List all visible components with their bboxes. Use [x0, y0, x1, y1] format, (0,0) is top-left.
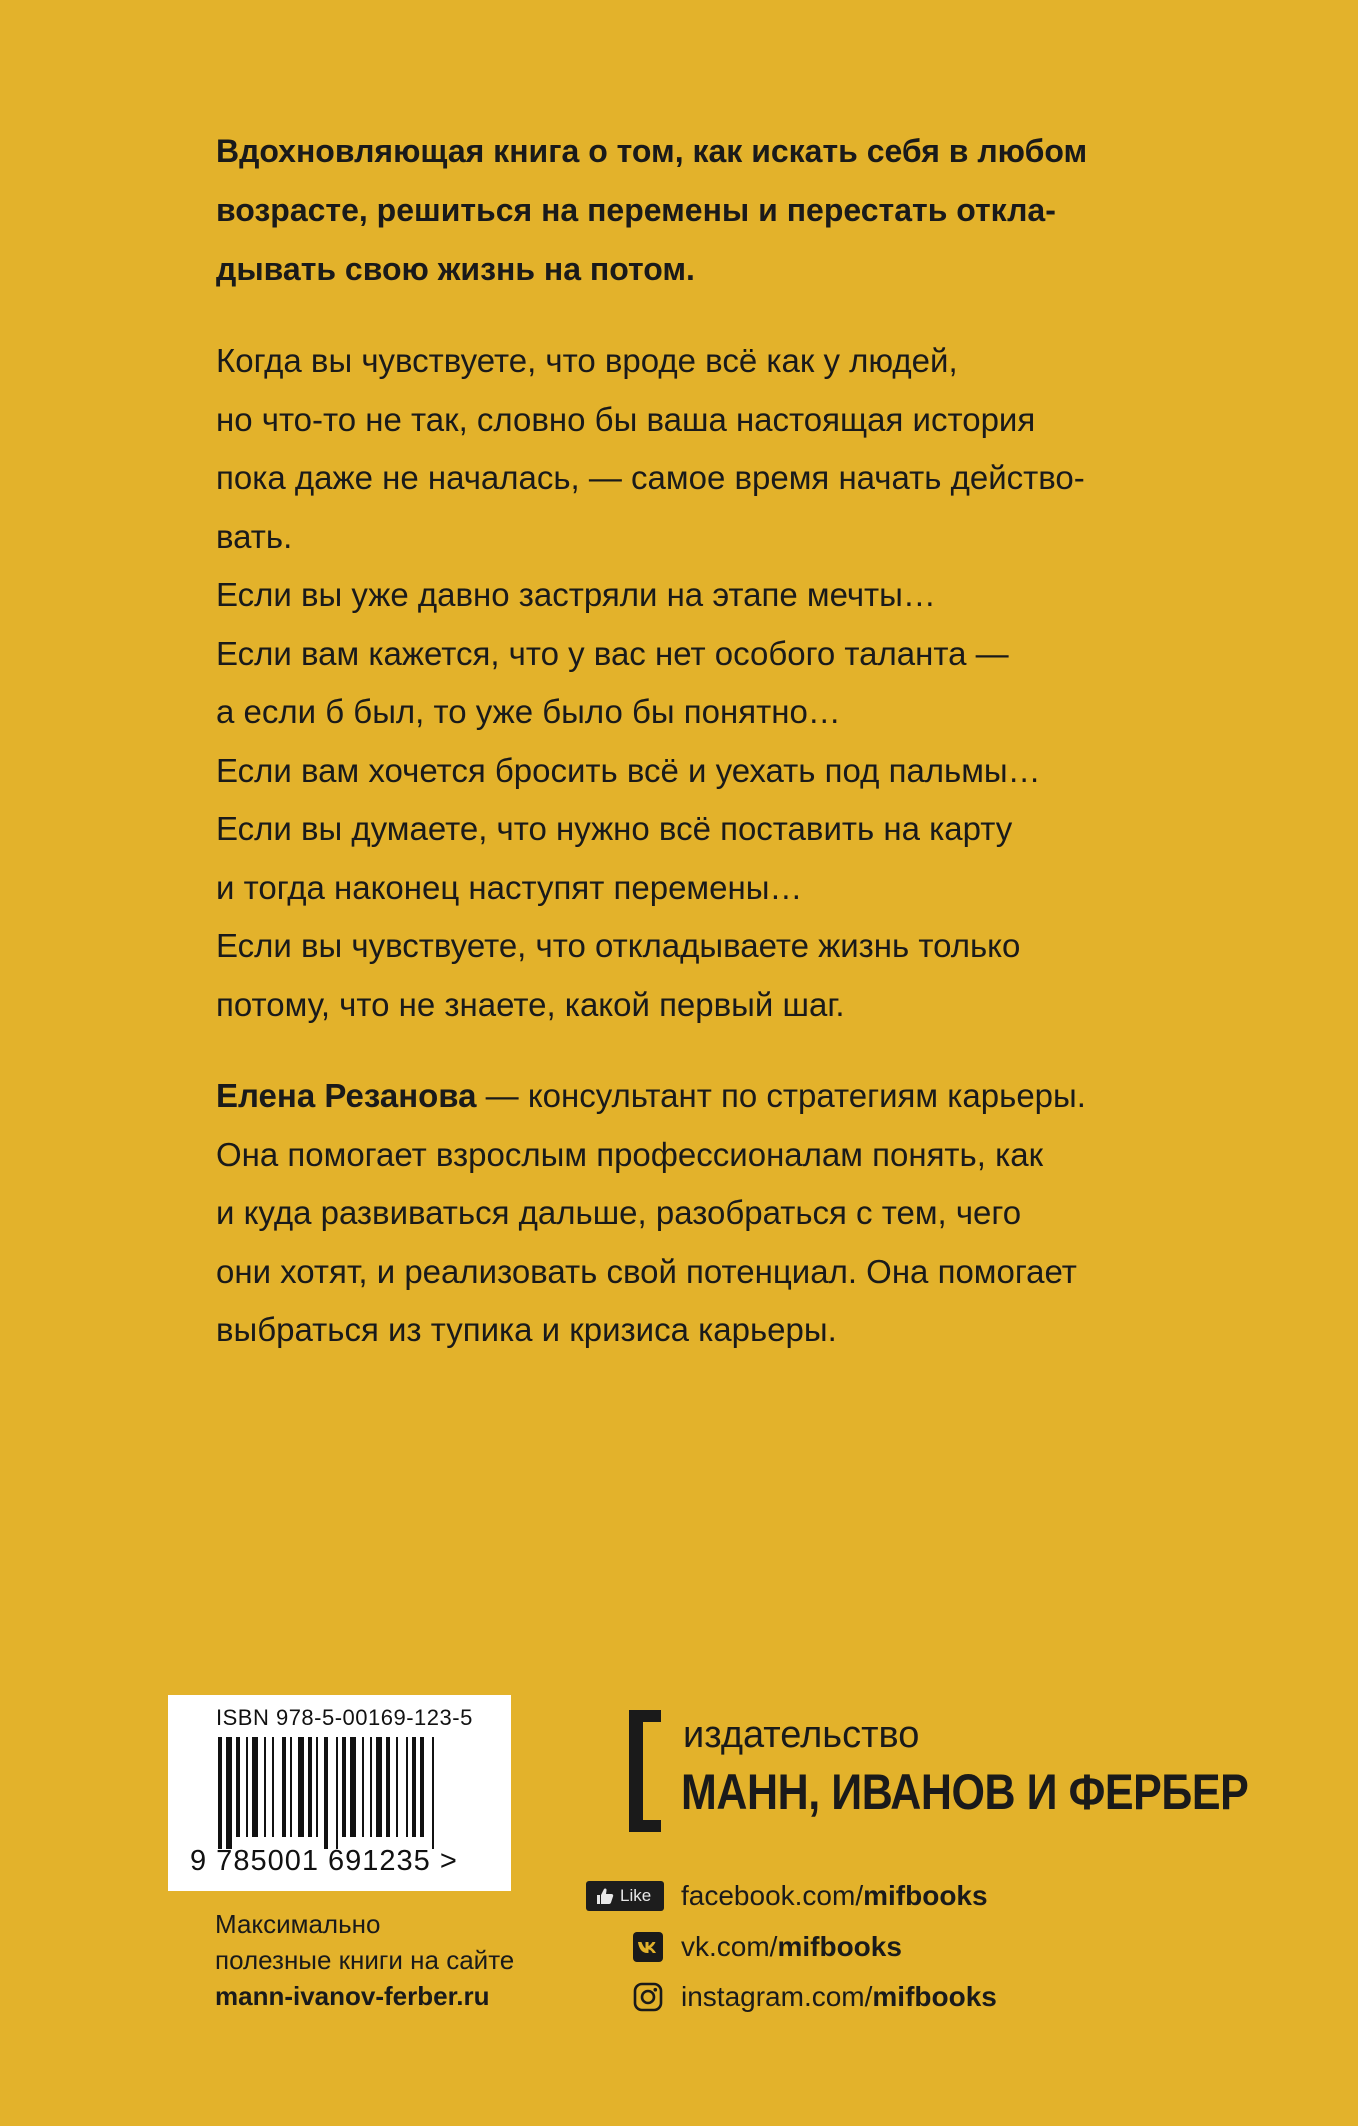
description-line: и тогда наконец наступят перемены… [216, 868, 803, 906]
like-badge-label: Like [620, 1886, 652, 1905]
description-line: Если вам хочется бросить всё и уехать под пальмы… [216, 751, 1041, 789]
barcode-bar [386, 1737, 390, 1837]
barcode-bar [412, 1737, 416, 1837]
barcode-bar [336, 1737, 338, 1849]
author-line: выбраться из тупика и кризиса карьеры. [216, 1311, 837, 1348]
description-line: но что-то не так, словно бы ваша настоящая история [216, 400, 1036, 438]
publisher-bracket-icon [629, 1710, 661, 1832]
barcode-bar [316, 1737, 318, 1837]
author-line: они хотят, и реализовать свой потенциал. Она помогает [216, 1252, 1077, 1290]
barcode-bar [420, 1737, 424, 1837]
barcode-bar [226, 1737, 232, 1849]
barcode-digits: 9 785001 691235 > [190, 1845, 458, 1877]
instagram-handle: mifbooks [872, 1981, 997, 2012]
barcode-bar [362, 1737, 364, 1837]
barcode-bar [290, 1737, 292, 1837]
description-line: а если б был, то уже было бы понятно… [216, 693, 841, 730]
barcode-bar [272, 1737, 274, 1837]
barcode-bar [406, 1737, 408, 1837]
vk-url[interactable] [681, 1927, 902, 1967]
description-line: Когда вы чувствуете, что вроде всё как у людей, [216, 342, 958, 379]
lead-paragraph [216, 122, 1216, 299]
vk-icon [633, 1932, 663, 1962]
barcode-bar [432, 1737, 434, 1849]
facebook-handle: mifbooks [863, 1880, 988, 1911]
description-paragraph [216, 332, 1216, 1034]
author-role: — консультант по стратегиям карьеры. [476, 1077, 1086, 1114]
barcode-bar [236, 1737, 240, 1837]
barcode-bar [342, 1737, 346, 1837]
publisher-label: издательство [683, 1714, 920, 1756]
instagram-icon [633, 1982, 663, 2012]
author-paragraph [216, 1067, 1216, 1360]
facebook-prefix: facebook.com/ [681, 1880, 864, 1911]
barcode-bar [308, 1737, 312, 1837]
author-line [216, 1067, 1216, 1126]
barcode-bar [264, 1737, 266, 1837]
isbn-label: ISBN 978-5-00169-123-5 [216, 1705, 473, 1730]
site-note-line: полезные книги на сайте [215, 1945, 515, 1975]
isbn-barcode [168, 1695, 511, 1891]
site-note [215, 1906, 514, 2014]
barcode-bar [218, 1737, 222, 1849]
instagram-prefix: instagram.com/ [681, 1981, 873, 2012]
barcode-bar [298, 1737, 304, 1837]
description-line: Если вам кажется, что у вас нет особого таланта — [216, 634, 1009, 672]
site-note-line: Максимально [215, 1909, 381, 1939]
lead-line: дывать свою жизнь на потом. [216, 251, 695, 287]
vk-prefix: vk.com/ [681, 1931, 778, 1962]
publisher-name: МАНН, ИВАНОВ И ФЕРБЕР [681, 1764, 1249, 1820]
barcode-bar [396, 1737, 398, 1837]
author-line: и куда развиваться дальше, разобраться с тем, чего [216, 1194, 1022, 1231]
author-name: Елена Резанова [216, 1077, 477, 1114]
lead-line: Вдохновляющая книга о том, как искать себя в любом [216, 133, 1088, 169]
description-line: потому, что не знаете, какой первый шаг. [216, 985, 845, 1023]
barcode-bar [370, 1737, 372, 1837]
barcode-bar [282, 1737, 286, 1837]
barcode-bar [324, 1737, 328, 1849]
description-line: Если вы уже давно застряли на этапе мечты… [216, 576, 936, 613]
description-line: вать. [216, 517, 293, 555]
facebook-url[interactable] [681, 1876, 988, 1916]
facebook-like-icon [586, 1881, 664, 1911]
barcode-bar [376, 1737, 382, 1837]
barcode-bar [350, 1737, 356, 1837]
description-line: пока даже не началась, — самое время начать действо- [216, 459, 1085, 496]
barcode-bar [246, 1737, 248, 1837]
instagram-url[interactable] [681, 1977, 997, 2017]
author-line: Она помогает взрослым профессионалам понять, как [216, 1135, 1044, 1173]
site-url-link[interactable]: mann-ivanov-ferber.ru [215, 1981, 490, 2011]
barcode-bar [252, 1737, 258, 1837]
lead-line: возрасте, решиться на перемены и перестать откла- [216, 192, 1056, 228]
description-line: Если вы чувствуете, что откладываете жизнь только [216, 927, 1021, 964]
vk-handle: mifbooks [777, 1931, 902, 1962]
description-line: Если вы думаете, что нужно всё поставить на карту [216, 810, 1013, 847]
